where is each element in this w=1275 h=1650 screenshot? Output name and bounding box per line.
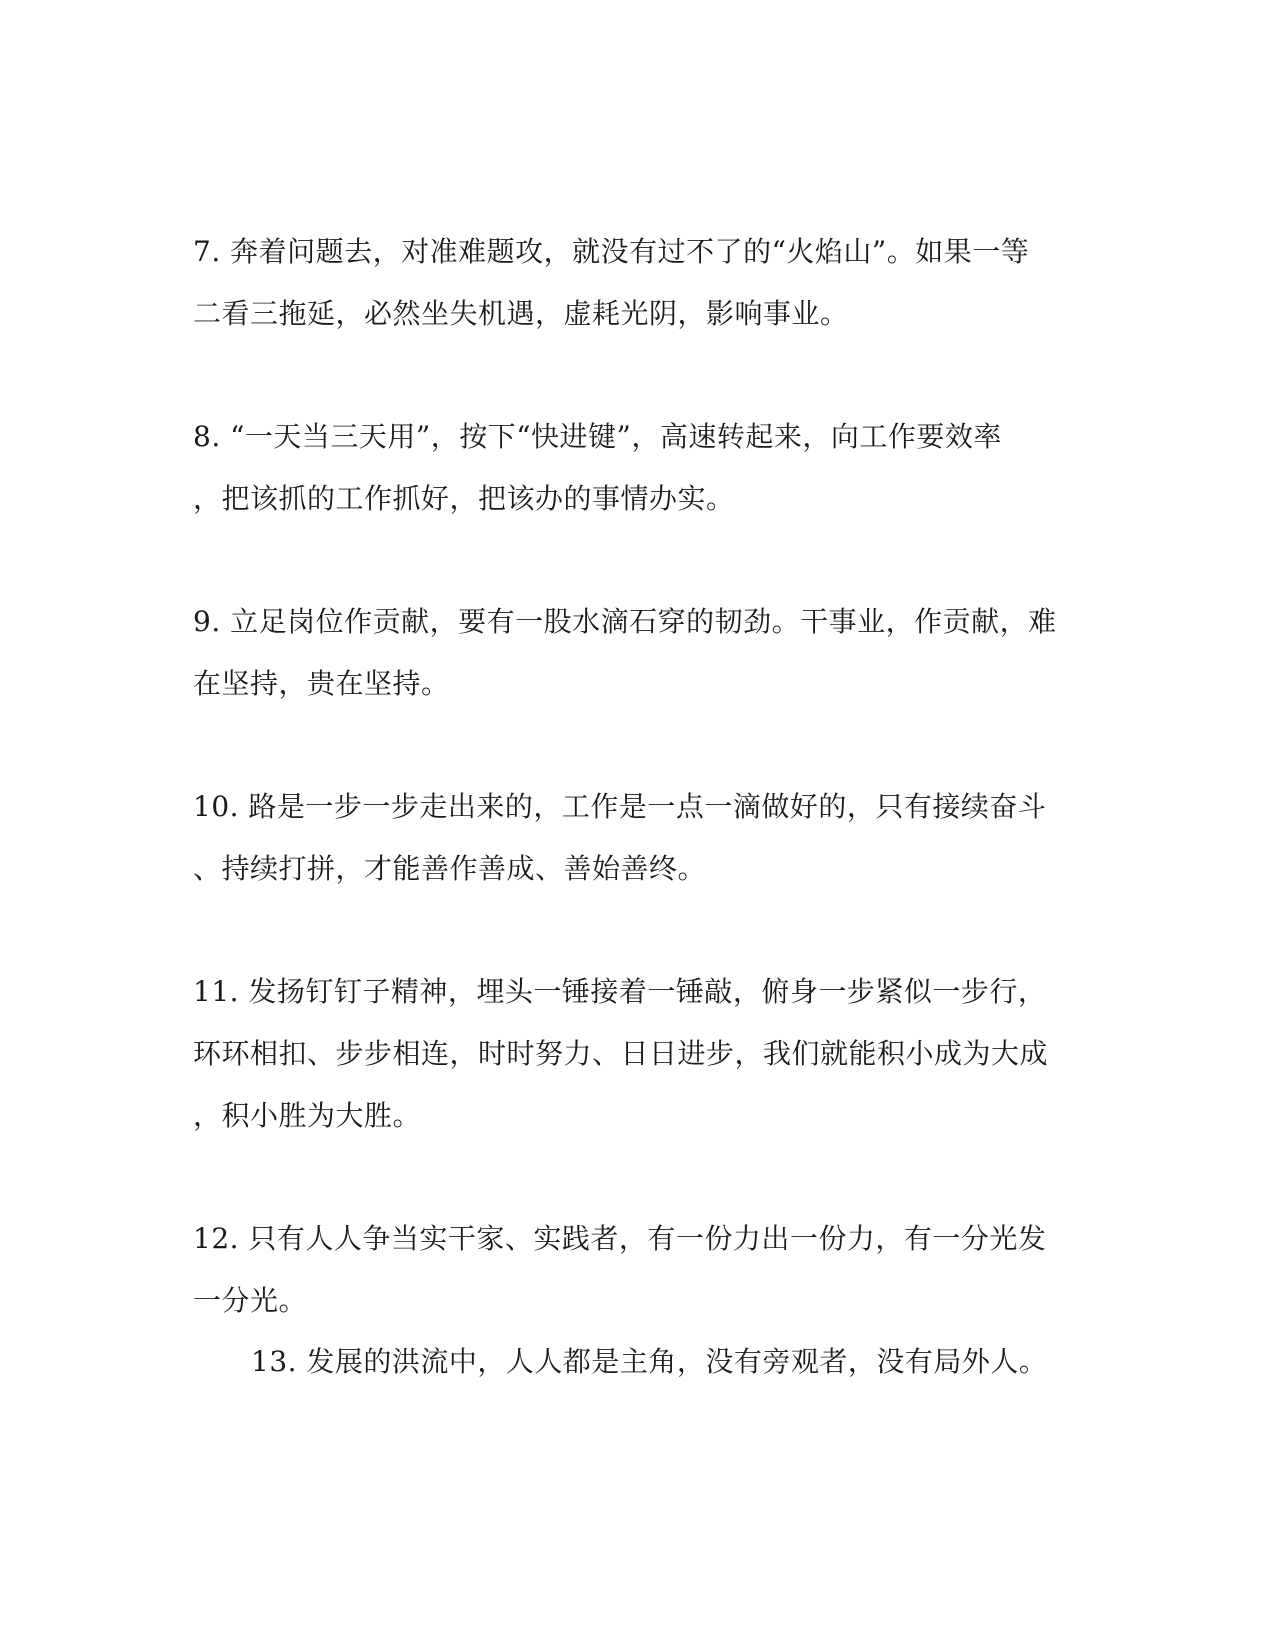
paragraph-10-line-1: 10. 路是一步一步走出来的，工作是一点一滴做好的，只有接续奋斗 [193, 790, 1047, 823]
paragraph-9-line-1: 9. 立足岗位作贡献，要有一股水滴石穿的韧劲。干事业，作贡献，难 [193, 605, 1057, 638]
paragraph-12-line-1: 12. 只有人人争当实干家、实践者，有一份力出一份力，有一分光发 [193, 1222, 1047, 1255]
paragraph-11-line-1: 11. 发扬钉钉子精神，埋头一锤接着一锤敲，俯身一步紧似一步行， [193, 975, 1047, 1008]
paragraph-8-line-1: 8. “一天当三天用”，按下“快进键”，高速转起来，向工作要效率 [193, 420, 1002, 453]
paragraph-8-line-2: ，把该抓的工作抓好，把该办的事情办实。 [193, 482, 735, 515]
paragraph-11-line-3: ，积小胜为大胜。 [193, 1099, 422, 1132]
paragraph-7-line-1: 7. 奔着问题去，对准难题攻，就没有过不了的“火焰山”。如果一等 [193, 235, 1030, 268]
paragraph-9-line-2: 在坚持，贵在坚持。 [193, 667, 450, 700]
paragraph-10-line-2: 、持续打拼，才能善作善成、善始善终。 [193, 852, 707, 885]
paragraph-13-line-1: 13. 发展的洪流中，人人都是主角，没有旁观者，没有局外人。 [251, 1345, 1048, 1378]
paragraph-12-line-2: 一分光。 [193, 1284, 308, 1317]
paragraph-11-line-2: 环环相扣、步步相连，时时努力、日日进步，我们就能积小成为大成 [193, 1037, 1049, 1070]
paragraph-7-line-2: 二看三拖延，必然坐失机遇，虚耗光阴，影响事业。 [193, 297, 849, 330]
